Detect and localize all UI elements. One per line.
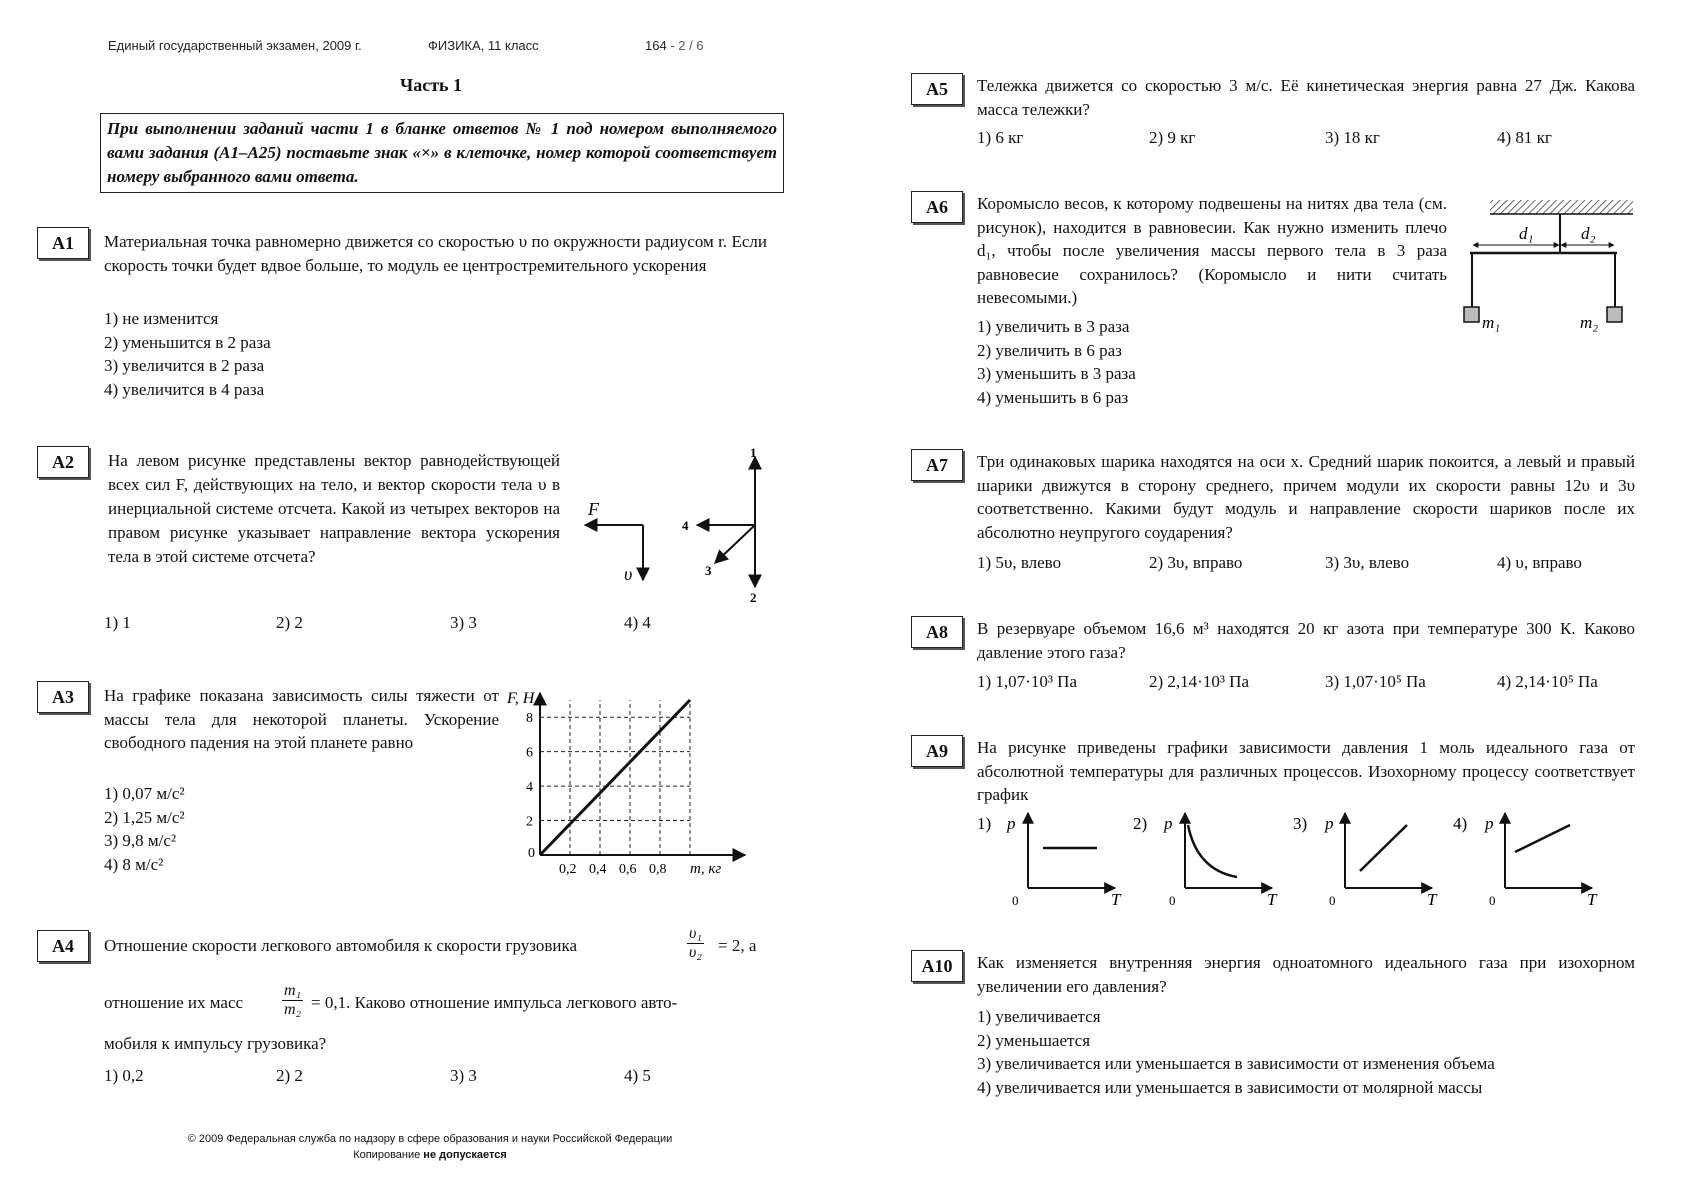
origin-zero: 0 <box>1012 893 1019 908</box>
option[interactable]: 4) 8 м/с² <box>104 854 164 874</box>
question-label-a4: А4 <box>37 930 89 962</box>
m1-label: m₁ <box>1482 313 1501 332</box>
graph-4[interactable] <box>1453 813 1598 909</box>
axis-p: p <box>1164 814 1173 833</box>
d2-label: d₂ <box>1581 224 1596 243</box>
instruction-box: При выполнении заданий части 1 в бланке ответов № 1 под номером выполняемого вами задания (А1–А25) поставьте знак «×» в клеточке, номер которой соответствует номеру выбранного вами ответа. <box>100 113 784 193</box>
question-label-a3: А3 <box>37 681 89 713</box>
option[interactable]: 4) 4 <box>624 613 651 632</box>
fraction-numerator: m₁ <box>284 982 302 999</box>
options-a1 <box>104 307 271 401</box>
axis-t: T <box>1427 890 1437 909</box>
axis-p: p <box>1325 814 1334 833</box>
exam-title: Единый государственный экзамен, 2009 г. <box>108 38 362 53</box>
x-tick-label: 0,6 <box>619 862 637 875</box>
fraction-numerator: υ₁ <box>689 925 702 942</box>
option[interactable]: 4) 81 кг <box>1497 128 1552 147</box>
footer-copyright: © 2009 Федеральная служба по надзору в сфере образования и науки Российской Федерации <box>187 1133 673 1145</box>
data-series-line <box>540 700 690 855</box>
option[interactable]: 1) 6 кг <box>977 128 1024 147</box>
options-a10 <box>977 1005 1495 1099</box>
mass-2-block <box>1607 307 1622 322</box>
vector-4-label: 4 <box>682 518 689 533</box>
x-tick-label: 0,4 <box>589 862 607 875</box>
a4-text2: отношение их масс <box>104 993 244 1012</box>
a4-text3: мобиля к импульсу грузовика? <box>104 1034 327 1053</box>
origin-label: 0 <box>528 846 535 861</box>
graph-4-number: 4) <box>1453 814 1468 833</box>
question-label-a7: А7 <box>911 449 963 481</box>
footer-copy-prefix: Копирование <box>353 1149 424 1161</box>
axis-t: T <box>1267 890 1277 909</box>
axis-p: p <box>1007 814 1016 833</box>
question-text-a8: В резервуаре объемом 16,6 м³ находятся 20 кг азота при температуре 300 К. Каково давление этого газа? <box>977 619 1635 662</box>
a4-text1: Отношение скорости легкового автомобиля к скорости грузовика <box>104 936 578 955</box>
graph-1-number: 1) <box>977 814 992 833</box>
question-label-a1: А1 <box>37 227 89 259</box>
option[interactable]: 3) увеличивается или уменьшается в зависимости от изменения объема <box>977 1054 1495 1073</box>
option[interactable]: 2) 2 <box>276 613 303 632</box>
option[interactable]: 1) 0,2 <box>104 1066 144 1085</box>
option[interactable]: 2) 1,25 м/с² <box>104 807 185 827</box>
graph-4-curve <box>1515 825 1570 852</box>
question-text-a2: На левом рисунке представлены вектор равнодействующей всех сил F, действующих на тело, и вектор скорости тела υ в инерциальной системе отсчета. Какой из четырех векторов на правом рисунке указывает направление вектора ускорения тела в этой системе отсчета? <box>108 451 560 566</box>
mass-1-block <box>1464 307 1479 322</box>
x-axis-label: m, кг <box>690 861 722 875</box>
fraction-denominator: m₂ <box>284 1001 302 1018</box>
graph-1[interactable] <box>977 813 1122 909</box>
option[interactable]: 4) увеличится в 4 раза <box>104 379 265 399</box>
origin-zero: 0 <box>1169 893 1176 908</box>
question-text-a7: Три одинаковых шарика находятся на оси x. Средний шарик покоится, а левый и правый шарики движутся в сторону среднего, причем модули их скорости равны 12υ и 3υ соответственно. Какими будут модуль и направление скорости шариков после их абсолютно неупругого соударения? <box>977 452 1635 542</box>
option[interactable]: 1) 0,07 м/с² <box>104 784 185 803</box>
options-a5 <box>977 128 1637 152</box>
options-a6 <box>977 315 1136 409</box>
question-label-a9: А9 <box>911 735 963 767</box>
option[interactable]: 2) 2,14·10³ Па <box>1149 672 1249 691</box>
force-label: F <box>588 499 599 519</box>
option[interactable]: 3) увеличится в 2 раза <box>104 356 265 375</box>
option[interactable]: 1) не изменится <box>104 309 219 328</box>
y-tick-label: 4 <box>526 780 533 796</box>
question-label-a6: А6 <box>911 191 963 223</box>
a9-graphs <box>975 805 1615 910</box>
y-tick-label: 8 <box>526 711 533 727</box>
fraction-denominator: υ₂ <box>689 944 702 961</box>
graph-2-number: 2) <box>1133 814 1148 833</box>
question-text-a3: На графике показана зависимость силы тяжести от массы тела для некоторой планеты. Ускорение свободного падения на этой планете равно <box>104 686 499 752</box>
d1-label: d₁ <box>1519 224 1534 243</box>
options-a7 <box>977 553 1637 577</box>
option[interactable]: 2) уменьшится в 2 раза <box>104 332 271 352</box>
vector-1-label: 1 <box>750 445 757 460</box>
ceiling-hatch <box>1490 200 1633 214</box>
a4-fraction2 <box>282 982 303 1019</box>
option[interactable]: 2) увеличить в 6 раз <box>977 340 1122 360</box>
option[interactable]: 3) 18 кг <box>1325 128 1380 147</box>
options-a4 <box>104 1066 764 1090</box>
velocity-label: υ <box>624 564 633 584</box>
option[interactable]: 3) 1,07·10⁵ Па <box>1325 672 1426 691</box>
option[interactable]: 1) 5υ, влево <box>977 553 1062 572</box>
y-tick-label: 6 <box>526 745 533 761</box>
page-code: 164 <box>645 38 667 53</box>
part-title: Часть 1 <box>400 75 463 95</box>
axis-t: T <box>1111 890 1121 909</box>
question-label-a5: А5 <box>911 73 963 105</box>
option[interactable]: 4) уменьшить в 6 раз <box>977 387 1129 407</box>
graph-3[interactable] <box>1293 813 1438 909</box>
option[interactable]: 4) 2,14·10⁵ Па <box>1497 672 1598 691</box>
option[interactable]: 2) 3υ, вправо <box>1149 553 1243 572</box>
y-axis-label: F, Н <box>507 690 535 707</box>
m2-label: m₂ <box>1580 313 1599 332</box>
option[interactable]: 1) увеличить в 3 раза <box>977 317 1130 336</box>
footer-copy-notice <box>0 1149 860 1161</box>
x-tick-label: 0,8 <box>649 862 667 875</box>
a4-text1b: = 2, а <box>718 936 757 955</box>
question-text-a6: Коромысло весов, к которому подвешены на нитях два тела (см. рисунок), находится в равновесии. Как нужно изменить плечо d₁, чтобы после увеличения массы первого тела в 3 раза равновесие сохранилось? (Коромысло и нити считать невесомыми.) <box>977 194 1447 307</box>
x-tick-label: 0,2 <box>559 862 577 875</box>
option[interactable]: 3) 3 <box>450 613 477 632</box>
options-a2 <box>104 613 764 637</box>
question-text-a10: Как изменяется внутренняя энергия одноатомного идеального газа при изохорном увеличении его давления? <box>977 953 1635 996</box>
options-a3 <box>104 782 185 876</box>
option[interactable]: 3) 3υ, влево <box>1325 553 1410 572</box>
origin-zero: 0 <box>1329 893 1336 908</box>
option[interactable]: 3) 3 <box>450 1066 477 1085</box>
a6-balance-figure <box>1455 195 1655 345</box>
option[interactable]: 3) 9,8 м/с² <box>104 831 177 850</box>
y-tick-label: 2 <box>526 814 533 830</box>
origin-zero: 0 <box>1489 893 1496 908</box>
question-text-a1: Материальная точка равномерно движется со скоростью υ по окружности радиусом r. Если скорость точки будет вдвое больше, то модуль ее центростремительного ускорения <box>104 232 767 275</box>
vector-2-label: 2 <box>750 590 757 605</box>
footer-copy-bold: не допускается <box>423 1149 507 1161</box>
option[interactable]: 2) 9 кг <box>1149 128 1196 147</box>
a2-vector-figure <box>580 445 780 605</box>
question-label-a8: А8 <box>911 616 963 648</box>
question-text-a9: На рисунке приведены графики зависимости давления 1 моль идеального газа от абсолютной температуры для различных процессов. Изохорному процессу соответствует график <box>977 738 1635 804</box>
question-label-a2: А2 <box>37 446 89 478</box>
option[interactable]: 1) 1,07·10³ Па <box>977 672 1077 691</box>
graph-2[interactable] <box>1133 813 1278 909</box>
option[interactable]: 1) 1 <box>104 613 131 632</box>
graph-3-number: 3) <box>1293 814 1308 833</box>
graph-3-curve <box>1360 825 1407 871</box>
option[interactable]: 3) уменьшить в 3 раза <box>977 364 1136 383</box>
option[interactable]: 2) уменьшается <box>977 1030 1091 1050</box>
a4-line1 <box>104 936 577 956</box>
page-number <box>645 38 704 53</box>
option[interactable]: 4) 5 <box>624 1066 651 1085</box>
page-fraction: - 2 / 6 <box>666 38 704 53</box>
a3-force-mass-chart <box>505 685 755 875</box>
vector-3 <box>715 525 755 563</box>
axis-t: T <box>1587 890 1597 909</box>
vector-3-label: 3 <box>705 563 712 578</box>
subject-title: ФИЗИКА, 11 класс <box>428 38 539 53</box>
axis-p: p <box>1485 814 1494 833</box>
question-label-a10: А10 <box>911 950 963 982</box>
option[interactable]: 4) υ, вправо <box>1497 553 1582 572</box>
graph-2-curve <box>1188 825 1237 877</box>
option[interactable]: 2) 2 <box>276 1066 303 1085</box>
question-text-a5: Тележка движется со скоростью 3 м/с. Её кинетическая энергия равна 27 Дж. Какова масса тележки? <box>977 76 1635 119</box>
option[interactable]: 1) увеличивается <box>977 1007 1101 1026</box>
option[interactable]: 4) увеличивается или уменьшается в зависимости от молярной массы <box>977 1077 1483 1097</box>
options-a8 <box>977 672 1637 696</box>
a4-fraction1 <box>687 925 704 962</box>
a4-text2b: = 0,1. Каково отношение импульса легкового авто- <box>311 993 678 1012</box>
